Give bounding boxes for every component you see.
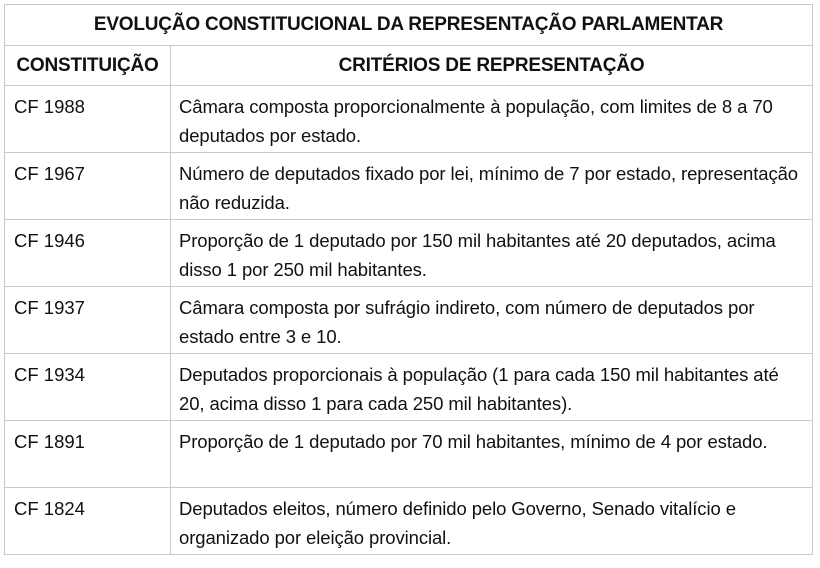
criteria-cell: Câmara composta proporcionalmente à população, com limites de 8 a 70 deputados por estado. [171, 86, 813, 153]
constitution-cell: CF 1934 [5, 354, 171, 421]
criteria-cell: Proporção de 1 deputado por 150 mil habitantes até 20 deputados, acima disso 1 por 250 mil habitantes. [171, 220, 813, 287]
table-row [5, 220, 813, 287]
criteria-cell: Deputados eleitos, número definido pelo Governo, Senado vitalício e organizado por eleição provincial. [171, 488, 813, 555]
table-title: EVOLUÇÃO CONSTITUCIONAL DA REPRESENTAÇÃO PARLAMENTAR [5, 5, 813, 46]
constitution-cell: CF 1988 [5, 86, 171, 153]
title-row [5, 5, 813, 46]
constitution-cell: CF 1967 [5, 153, 171, 220]
table-row [5, 354, 813, 421]
table-row [5, 287, 813, 354]
table-row [5, 153, 813, 220]
column-header-constitution: CONSTITUIÇÃO [5, 46, 171, 86]
constitution-cell: CF 1824 [5, 488, 171, 555]
representation-table [4, 4, 813, 555]
criteria-cell: Câmara composta por sufrágio indireto, com número de deputados por estado entre 3 e 10. [171, 287, 813, 354]
header-row [5, 46, 813, 86]
table-row [5, 421, 813, 488]
constitution-cell: CF 1946 [5, 220, 171, 287]
constitution-cell: CF 1937 [5, 287, 171, 354]
column-header-criteria: CRITÉRIOS DE REPRESENTAÇÃO [171, 46, 813, 86]
criteria-cell: Deputados proporcionais à população (1 para cada 150 mil habitantes até 20, acima disso 1 para cada 250 mil habitantes). [171, 354, 813, 421]
table-row [5, 86, 813, 153]
constitution-cell: CF 1891 [5, 421, 171, 488]
criteria-cell: Número de deputados fixado por lei, mínimo de 7 por estado, representação não reduzida. [171, 153, 813, 220]
representation-table-container [4, 4, 812, 555]
criteria-cell: Proporção de 1 deputado por 70 mil habitantes, mínimo de 4 por estado. [171, 421, 813, 488]
table-row [5, 488, 813, 555]
